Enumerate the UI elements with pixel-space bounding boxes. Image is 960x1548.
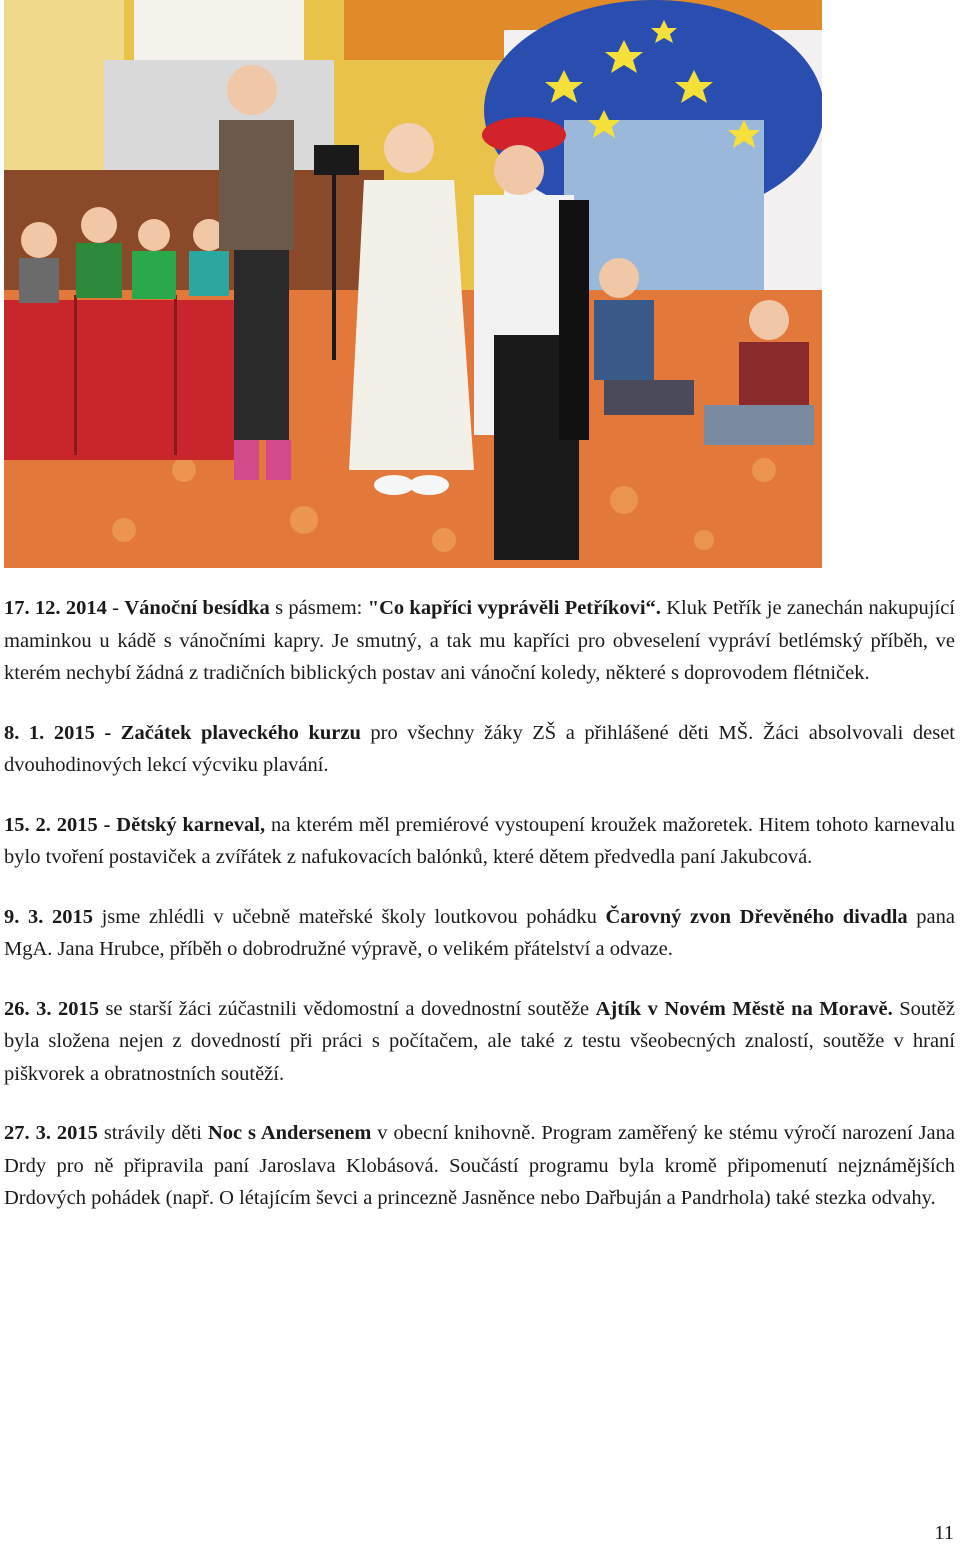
bold-text-segment: "Co kapříci vyprávěli Petříkovi“. — [367, 597, 661, 619]
page-number: 11 — [934, 1522, 954, 1544]
article-text — [4, 592, 955, 1242]
bold-text-segment: 26. 3. 2015 — [4, 997, 99, 1020]
entry-vanocni-besidka — [4, 592, 955, 690]
bold-text-segment: 15. 2. 2015 - Dětský karneval, — [4, 813, 266, 836]
text-segment: Kluk Petřík je zanechán nakupující maminkou u kádě s vánočními kapry. Je smutný, a tak mu kapříci pro obveselení vypráví betlémský příběh, ve kterém nechybí žádná z tradičních biblických postav ani vánoční koledy, některé s doprovodem flétniček. — [4, 597, 955, 684]
text-segment: Soutěž byla složena nejen z dovedností při práci s počítačem, ale také z testu všeobecných znalostí, soutěže v hraní piškvorek a obratnostních soutěží. — [4, 997, 956, 1085]
entry-loutkova-pohadka — [4, 901, 955, 966]
bold-text-segment: 8. 1. 2015 - Začátek plaveckého kurzu — [4, 721, 361, 744]
bold-text-segment: 9. 3. 2015 — [4, 905, 93, 928]
bold-text-segment: Vánoční besídka — [124, 597, 270, 619]
bold-text-segment: 27. 3. 2015 — [4, 1122, 98, 1144]
text-segment: - — [106, 597, 125, 619]
text-segment: pro všechny žáky ZŠ a přihlášené děti MŠ. Žáci absolvovali deset dvouhodinových lekcí výcviku plavání. — [4, 721, 955, 776]
text-segment: strávily děti — [97, 1122, 208, 1144]
bold-text-segment: Ajtík v Novém Městě na Moravě. — [595, 997, 893, 1020]
text-segment: na kterém měl premiérové vystoupení kroužek mažoretek. Hitem tohoto karnevalu bylo tvoření postaviček a zvířátek z nafukovacích balónků, které dětem předvedla paní Jakubcová. — [4, 813, 955, 868]
bold-text-segment: 17. 12. 2014 — [4, 597, 107, 619]
text-segment: s pásmem: — [269, 597, 368, 619]
text-segment: v obecní knihovně. Program zaměřený ke stému výročí narození Jana Drdy pro ně připravila paní Jaroslava Klobásová. Součástí programu byla kromě připomenutí nejznámějších Drdových pohádek (např. O létajícím ševci a princezně Jasněnce nebo Dařbuján a Pandrhola) také stezka odvahy. — [4, 1122, 956, 1209]
entry-ajtik — [4, 993, 955, 1091]
entry-detsky-karneval — [4, 809, 955, 874]
text-segment: jsme zhlédli v učebně mateřské školy loutkovou pohádku — [92, 905, 606, 928]
entry-plavecky-kurz — [4, 717, 955, 782]
text-segment: se starší žáci zúčastnili vědomostní a dovednostní soutěže — [98, 997, 596, 1020]
bold-text-segment: Noc s Andersenem — [207, 1122, 372, 1144]
entry-noc-s-andersenem — [4, 1117, 955, 1215]
text-segment: pana MgA. Jana Hrubce, příběh o dobrodružné výpravě, o velikém přátelství a odvaze. — [4, 905, 955, 960]
bold-text-segment: Čarovný zvon Dřevěného divadla — [605, 905, 908, 928]
school-event-photo — [4, 0, 822, 568]
